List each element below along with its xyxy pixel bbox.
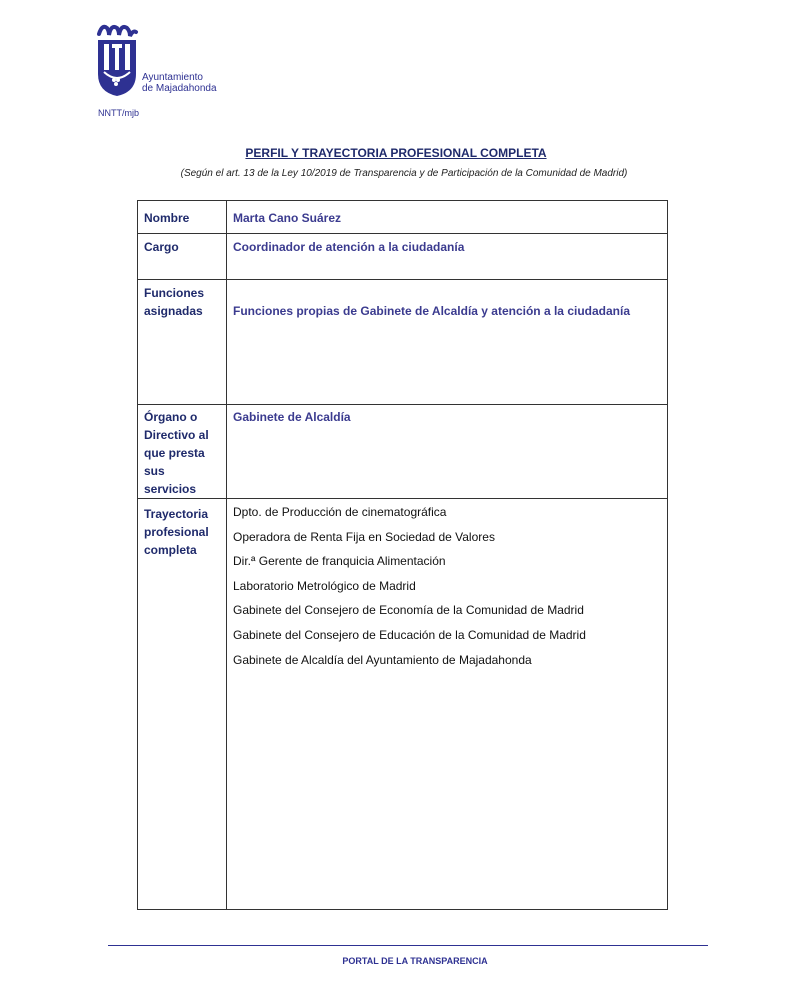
footer-divider xyxy=(108,945,708,946)
organo-value: Gabinete de Alcaldía xyxy=(227,405,668,499)
career-list xyxy=(233,500,661,672)
coat-of-arms-icon xyxy=(96,22,140,102)
career-item: Laboratorio Metrológico de Madrid xyxy=(233,578,416,593)
organo-label: Órgano o Directivo al que presta sus servicios xyxy=(138,405,227,499)
document-subtitle: (Según el art. 13 de la Ley 10/2019 de Transparencia y de Participación de la Comunidad de Madrid) xyxy=(180,168,628,179)
funciones-label: Funciones asignadas xyxy=(138,280,227,405)
logo-text xyxy=(142,72,217,94)
career-item: Gabinete del Consejero de Educación de la Comunidad de Madrid xyxy=(233,627,586,642)
document-reference: NNTT/mjb xyxy=(98,108,139,118)
nombre-value: Marta Cano Suárez xyxy=(227,201,668,234)
career-item: Gabinete de Alcaldía del Ayuntamiento de Majadahonda xyxy=(233,652,532,667)
cargo-value: Coordinador de atención a la ciudadanía xyxy=(227,234,668,280)
row-cargo xyxy=(138,234,668,280)
career-item: Dpto. de Producción de cinematográfica xyxy=(233,505,447,519)
row-trayectoria xyxy=(138,499,668,910)
trayectoria-value xyxy=(227,499,668,910)
career-item: Dir.ª Gerente de franquicia Alimentación xyxy=(233,554,446,569)
row-organo xyxy=(138,405,668,499)
funciones-value: Funciones propias de Gabinete de Alcaldía y atención a la ciudadanía xyxy=(227,280,668,405)
ayuntamiento-logo xyxy=(96,22,226,102)
nombre-label: Nombre xyxy=(138,201,227,234)
row-funciones xyxy=(138,280,668,405)
logo-line-1: Ayuntamiento xyxy=(142,72,203,83)
row-nombre xyxy=(138,201,668,234)
logo-line-2: de Majadahonda xyxy=(142,83,217,94)
document-title: PERFIL Y TRAYECTORIA PROFESIONAL COMPLETA xyxy=(245,146,547,160)
profile-table xyxy=(137,200,668,910)
career-item: Gabinete del Consejero de Economía de la Comunidad de Madrid xyxy=(233,603,584,618)
footer-text: PORTAL DE LA TRANSPARENCIA xyxy=(342,956,488,966)
trayectoria-label: Trayectoria profesional completa xyxy=(138,499,227,910)
career-item: Operadora de Renta Fija en Sociedad de Valores xyxy=(233,529,495,544)
cargo-label: Cargo xyxy=(138,234,227,280)
